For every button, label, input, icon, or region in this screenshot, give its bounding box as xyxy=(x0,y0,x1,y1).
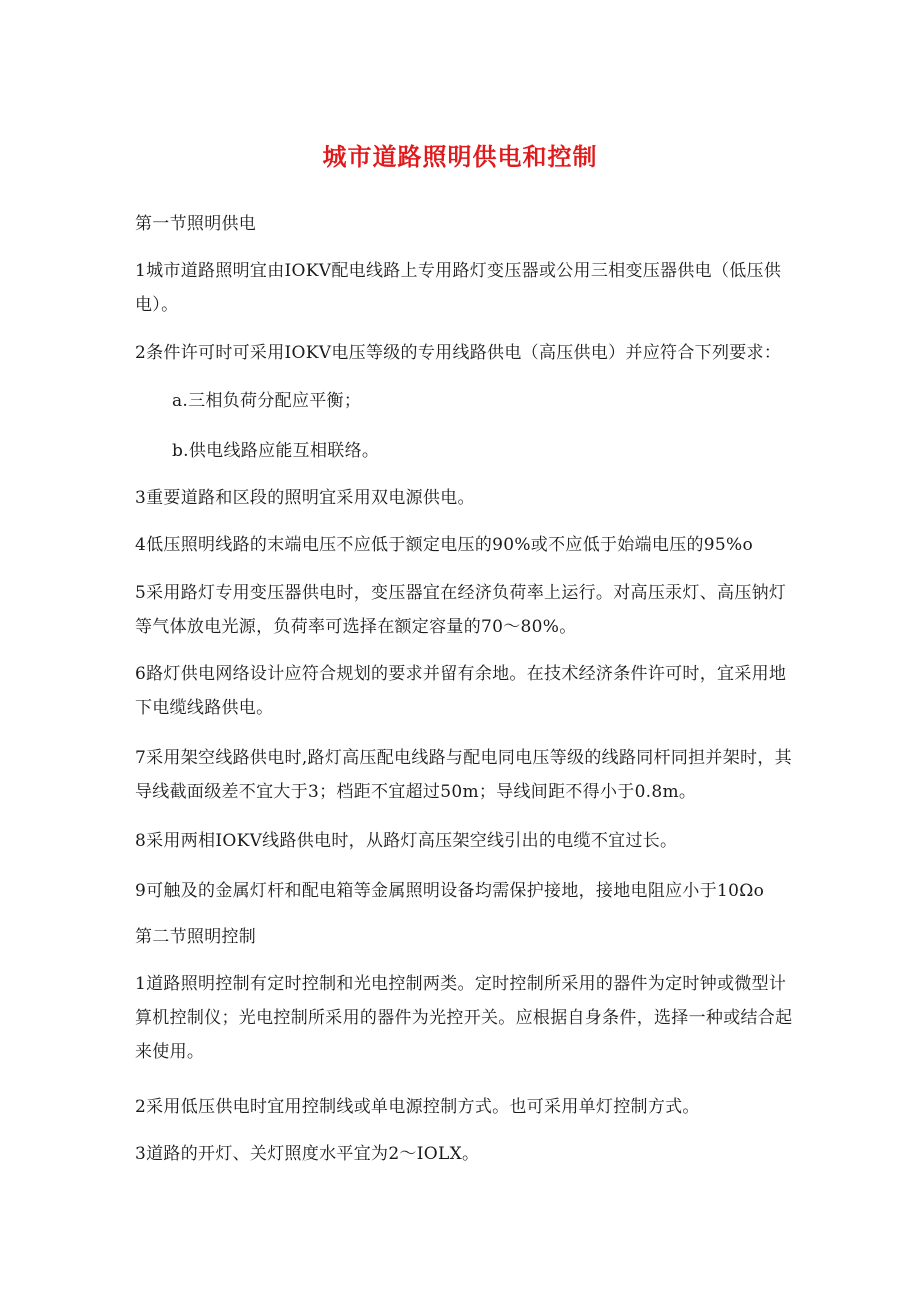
paragraph-2-2: 2采用低压供电时宜用控制线或单电源控制方式。也可采用单灯控制方式。 xyxy=(135,1097,700,1117)
paragraph-1-9: 9可触及的金属灯杆和配电箱等金属照明设备均需保护接地，接地电阻应小于10Ωo xyxy=(135,881,765,901)
paragraph-1-4: 4低压照明线路的末端电压不应低于额定电压的90%或不应低于始端电压的95%o xyxy=(135,535,754,555)
paragraph-1-3: 3重要道路和区段的照明宜采用双电源供电。 xyxy=(135,488,475,508)
paragraph-1-2b: b.供电线路应能互相联络。 xyxy=(172,441,380,461)
paragraph-1-2: 2条件许可时可采用IOKV电压等级的专用线路供电（高压供电）并应符合下列要求： xyxy=(135,343,782,363)
paragraph-1-7: 7采用架空线路供电时,路灯高压配电线路与配电同电压等级的线路同杆同担并架时，其导线截面级差不宜大于3；档距不宜超过50m；导线间距不得小于0.8m。 xyxy=(135,748,792,802)
paragraph-2-1: 1道路照明控制有定时控制和光电控制两类。定时控制所采用的器件为定时钟或微型计算机控制仪；光电控制所采用的器件为光控开关。应根据自身条件，选择一种或结合起来使用。 xyxy=(135,974,793,1062)
paragraph-1-1: 1城市道路照明宜由IOKV配电线路上专用路灯变压器或公用三相变压器供电（低压供电）。 xyxy=(135,261,782,315)
section-heading-1: 第一节照明供电 xyxy=(135,214,257,234)
document-title: 城市道路照明供电和控制 xyxy=(322,143,598,171)
paragraph-1-2a: a.三相负荷分配应平衡； xyxy=(172,391,362,411)
paragraph-1-8: 8采用两相IOKV线路供电时，从路灯高压架空线引出的电缆不宜过长。 xyxy=(135,831,678,851)
paragraph-2-3: 3道路的开灯、关灯照度水平宜为2～IOLX。 xyxy=(135,1144,480,1164)
section-heading-2: 第二节照明控制 xyxy=(135,927,257,947)
paragraph-1-6: 6路灯供电网络设计应符合规划的要求并留有余地。在技术经济条件许可时，宜采用地下电缆线路供电。 xyxy=(135,664,787,718)
paragraph-1-5: 5采用路灯专用变压器供电时，变压器宜在经济负荷率上运行。对高压汞灯、高压钠灯等气体放电光源，负荷率可选择在额定容量的70～80%。 xyxy=(135,583,787,637)
